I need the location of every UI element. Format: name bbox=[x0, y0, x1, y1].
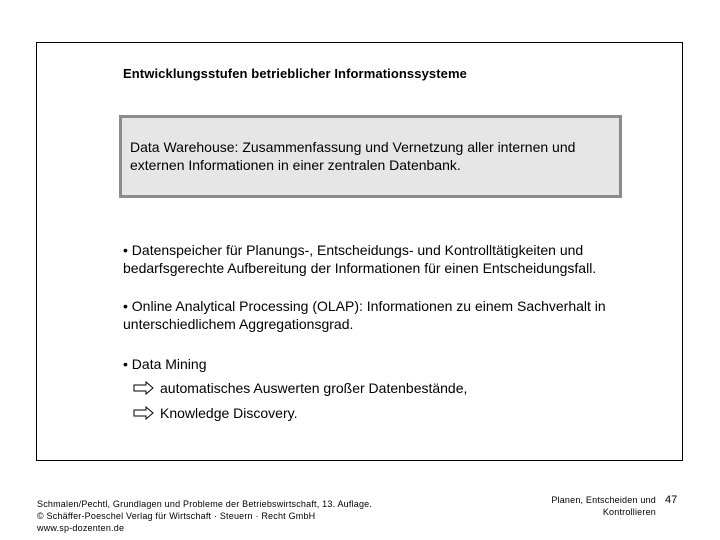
sub-item bbox=[133, 404, 297, 422]
arrow-right-icon bbox=[133, 381, 155, 395]
bullet-item: • Online Analytical Processing (OLAP): Informationen zu einem Sachverhalt in unterschiedlichem Aggregationsgrad. bbox=[123, 298, 606, 332]
sub-item-text: automatisches Auswerten großer Datenbestände, bbox=[160, 380, 468, 396]
footer-chapter-line: Kontrollieren bbox=[602, 507, 656, 517]
highlight-box bbox=[119, 115, 622, 198]
sub-item-text: Knowledge Discovery. bbox=[160, 405, 298, 421]
footer-source-line: Schmalen/Pechtl, Grundlagen und Probleme der Betriebswirtschaft, 13. Auflage. bbox=[37, 499, 373, 509]
highlight-box-text: Data Warehouse: Zusammenfassung und Vernetzung aller internen und externen Informationen in einer zentralen Datenbank. bbox=[130, 139, 576, 173]
footer-chapter-line: Planen, Entscheiden und bbox=[551, 495, 656, 505]
footer-source-line[interactable]: www.sp-dozenten.de bbox=[37, 523, 125, 533]
footer-source-line: © Schäffer-Poeschel Verlag für Wirtschaft · Steuern · Recht GmbH bbox=[37, 511, 316, 521]
bullet-item: • Datenspeicher für Planungs-, Entscheidungs- und Kontrolltätigkeiten und bedarfsgerechte Aufbereitung der Informationen für einen Entscheidungsfall. bbox=[123, 242, 597, 276]
sub-item bbox=[133, 379, 467, 397]
footer-chapter bbox=[551, 494, 656, 518]
bullet-item: • Data Mining bbox=[123, 356, 207, 372]
arrow-right-icon bbox=[133, 406, 155, 420]
page-number: 47 bbox=[665, 494, 678, 506]
footer-source bbox=[37, 498, 372, 534]
slide-title: Entwicklungsstufen betrieblicher Informationssysteme bbox=[123, 66, 467, 81]
